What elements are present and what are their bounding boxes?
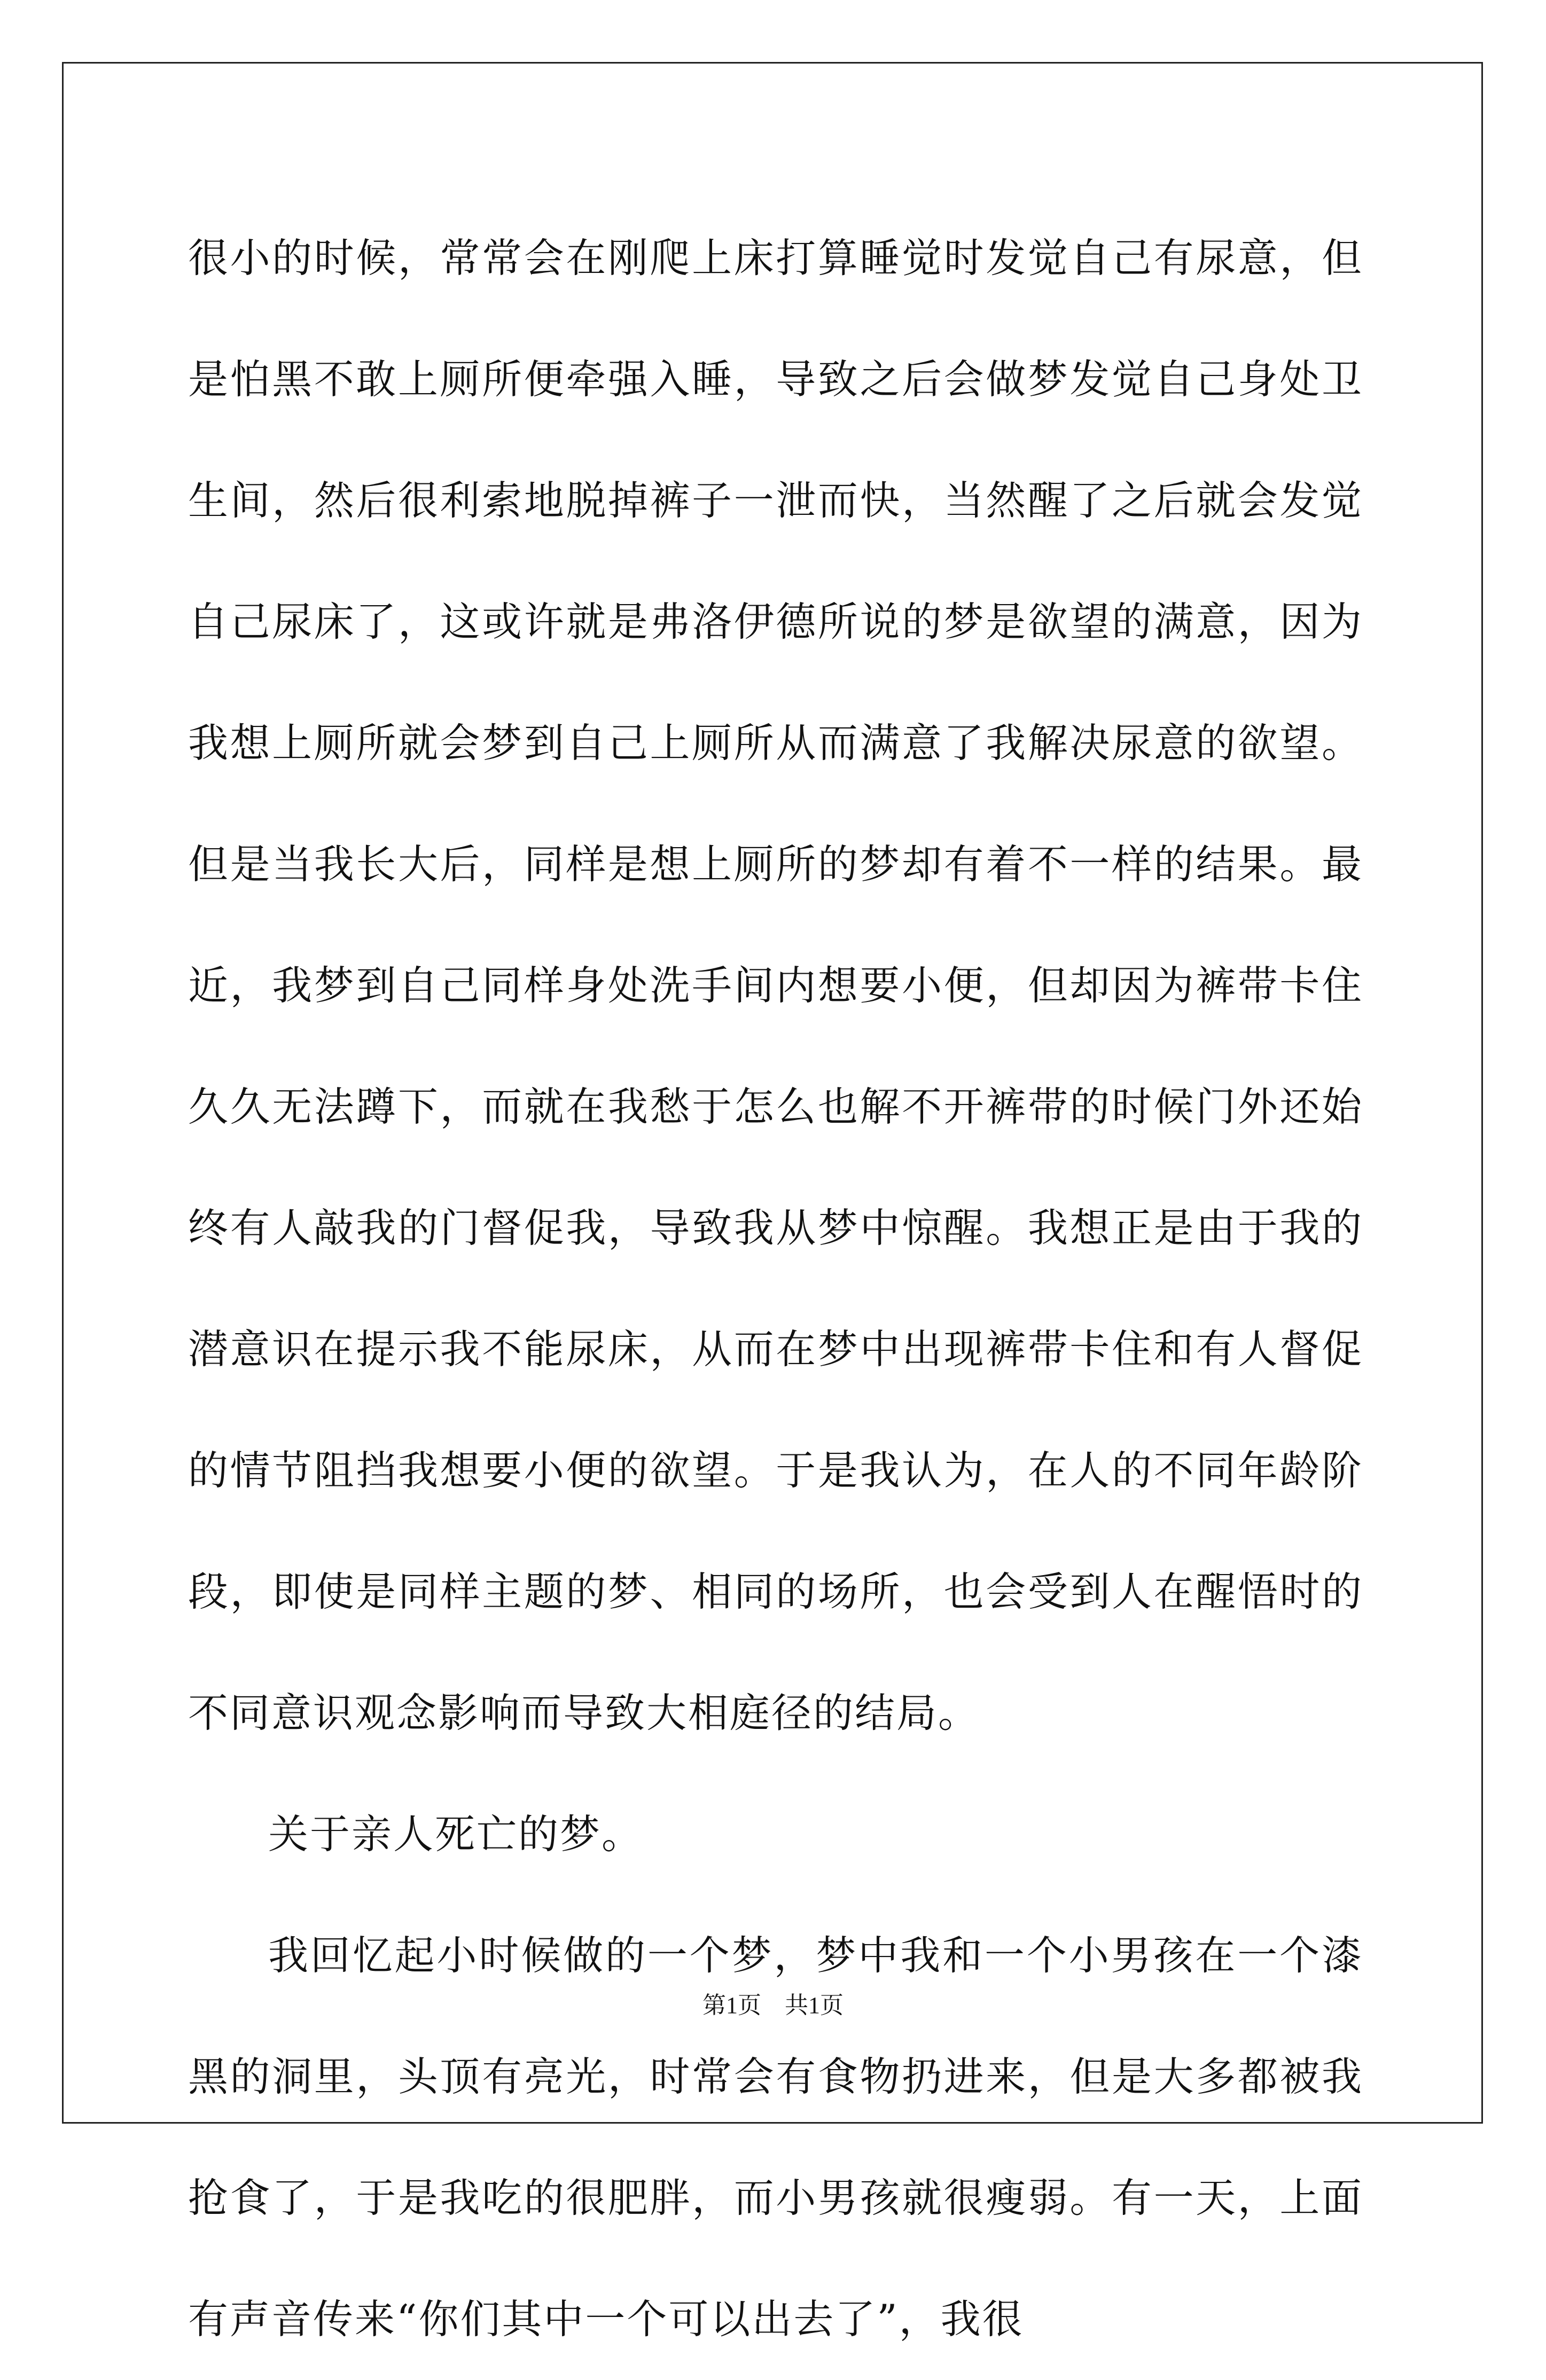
page-footer: 第1页 共1页 <box>702 1992 844 2018</box>
paragraph-1: 很小的时候，常常会在刚爬上床打算睡觉时发觉自己有尿意，但是怕黑不敢上厕所便牵强入睡，导致之后会做梦发觉自己身处卫生间，然后很利索地脱掉裤子一泄而快，当然醒了之后就会发觉自己尿床了，这或许就是弗洛伊德所说的梦是欲望的满意，因为我想上厕所就会梦到自己上厕所从而满意了我解决尿意的欲望。但是当我长大后，同样是想上厕所的梦却有着不一样的结果。最近，我梦到自己同样身处洗手间内想要小便，但却因为裤带卡住久久无法蹲下，而就在我愁于怎么也解不开裤带的时候门外还始终有人敲我的门督促我，导致我从梦中惊醒。我想正是由于我的潜意识在提示我不能尿床，从而在梦中出现裤带卡住和有人督促的情节阻挡我想要小便的欲望。于是我认为，在人的不同年龄阶段，即使是同样主题的梦、相同的场所，也会受到人在醒悟时的不同意识观念影响而导致大相庭径的结局。 <box>188 234 1363 1736</box>
paragraph-2: 关于亲人死亡的梦。 <box>268 1811 644 1858</box>
paragraph-3: 我回忆起小时候做的一个梦，梦中我和一个小男孩在一个漆黑的洞里，头顶有亮光，时常会有食物扔进来，但是大多都被我抢食了，于是我吃的很肥胖，而小男孩就很瘦弱。有一天，上面有声音传来“你们其中一个可以出去了”，我很 <box>188 1932 1363 2343</box>
document-body <box>188 198 1363 2380</box>
